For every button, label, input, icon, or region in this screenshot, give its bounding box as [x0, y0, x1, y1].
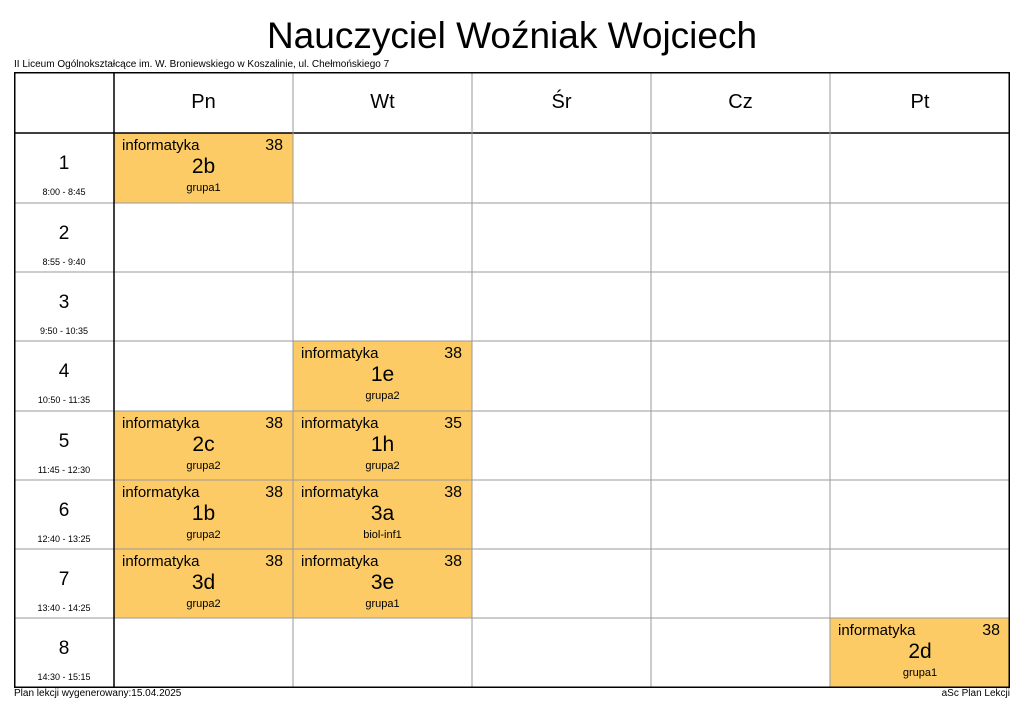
lesson-class: 3e	[370, 571, 395, 594]
period-time: 11:45 - 12:30	[37, 465, 91, 475]
period-time: 10:50 - 11:35	[37, 395, 91, 405]
generated-date: Plan lekcji wygenerowany:15.04.2025	[14, 688, 182, 699]
day-header: Cz	[728, 91, 753, 113]
lesson-class: 1e	[370, 363, 395, 386]
app-name: aSc Plan Lekcji	[941, 688, 1010, 699]
day-header: Pt	[910, 91, 930, 113]
lesson-group: grupa2	[186, 460, 221, 472]
day-header: Pn	[191, 91, 216, 113]
lesson-room: 38	[265, 553, 283, 570]
lesson-group: biol-inf1	[363, 529, 402, 541]
period-number: 8	[58, 638, 70, 659]
day-header: Wt	[370, 91, 395, 113]
lesson-group: grupa1	[902, 667, 938, 679]
period-time: 8:55 - 9:40	[42, 257, 86, 267]
lesson-class: 1h	[370, 433, 395, 456]
lesson-room: 38	[444, 484, 462, 501]
lesson-subject: informatyka	[301, 553, 379, 570]
lesson-room: 35	[444, 415, 462, 432]
lesson-class: 2c	[192, 433, 215, 456]
period-number: 7	[58, 569, 70, 590]
grid-border	[15, 73, 1010, 688]
lesson-group: grupa1	[186, 182, 221, 194]
period-time: 14:30 - 15:15	[37, 672, 91, 682]
lesson-room: 38	[265, 484, 283, 501]
lesson-group: grupa2	[186, 598, 221, 610]
lesson-group: grupa2	[365, 460, 400, 472]
lesson-class: 3d	[191, 571, 216, 594]
lesson-group: grupa2	[186, 529, 221, 541]
lesson-class: 2b	[191, 155, 216, 178]
period-number: 2	[58, 223, 70, 244]
school-name: II Liceum Ogólnokształcące im. W. Broniewskiego w Koszalinie, ul. Chełmońskiego 7	[14, 59, 390, 70]
lesson-subject: informatyka	[301, 415, 379, 432]
lesson-subject: informatyka	[122, 553, 200, 570]
period-time: 8:00 - 8:45	[42, 187, 86, 197]
lesson-group: grupa1	[365, 598, 400, 610]
lesson-room: 38	[265, 137, 283, 154]
lesson-subject: informatyka	[122, 484, 200, 501]
lesson-subject: informatyka	[301, 484, 379, 501]
lesson-class: 2d	[908, 640, 932, 663]
day-header: Śr	[551, 91, 572, 113]
period-number: 6	[58, 500, 70, 521]
lesson-subject: informatyka	[301, 345, 379, 362]
lesson-class: 1b	[191, 502, 216, 525]
page-title: Nauczyciel Woźniak Wojciech	[266, 15, 758, 56]
lesson-room: 38	[265, 415, 283, 432]
lesson-class: 3a	[370, 502, 395, 525]
lesson-room: 38	[444, 553, 462, 570]
lesson-room: 38	[982, 622, 1000, 639]
grid-lines	[14, 72, 1010, 688]
period-number: 4	[58, 361, 70, 382]
period-time: 13:40 - 14:25	[37, 603, 91, 613]
period-time: 9:50 - 10:35	[39, 326, 89, 336]
period-number: 5	[58, 431, 70, 452]
period-time: 12:40 - 13:25	[37, 534, 91, 544]
timetable-grid	[14, 72, 1010, 688]
lesson-subject: informatyka	[122, 137, 200, 154]
lesson-room: 38	[444, 345, 462, 362]
lesson-subject: informatyka	[122, 415, 200, 432]
lesson-group: grupa2	[365, 390, 400, 402]
period-number: 3	[58, 292, 70, 313]
period-number: 1	[58, 153, 70, 174]
lesson-subject: informatyka	[838, 622, 916, 639]
